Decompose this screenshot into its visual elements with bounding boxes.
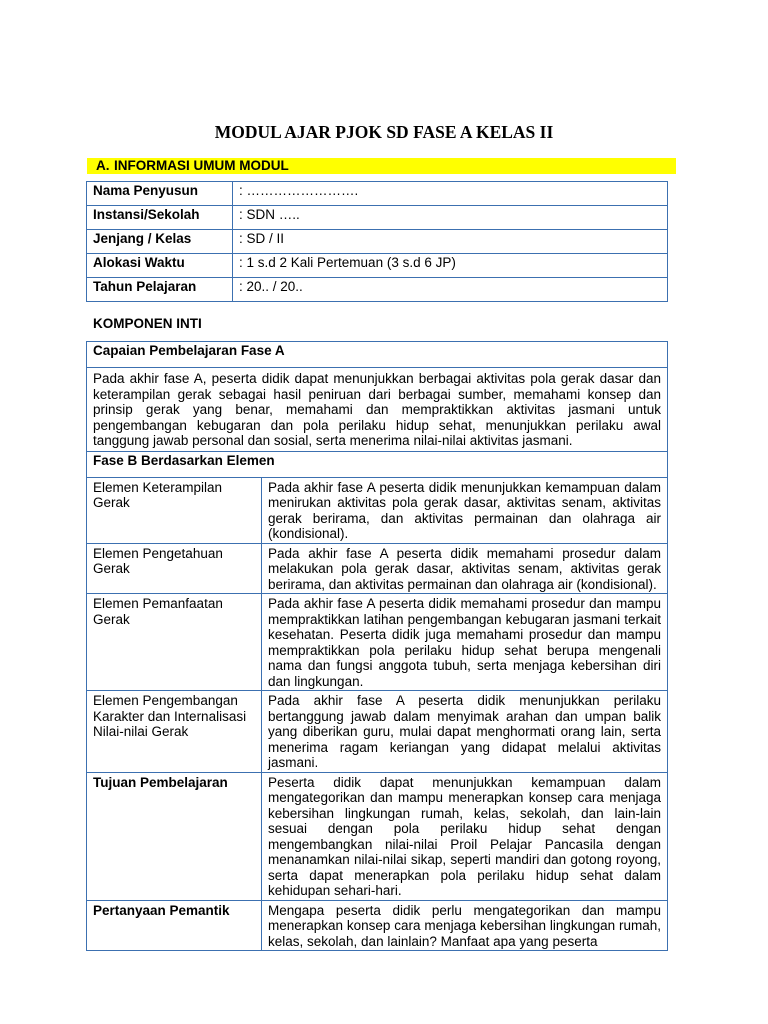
info-row <box>87 230 668 254</box>
info-table <box>86 181 668 302</box>
elemen-row <box>87 477 668 543</box>
info-key: Instansi/Sekolah <box>87 206 233 230</box>
komponen-inti-heading: KOMPONEN INTI <box>93 316 202 331</box>
fase-b-heading-row <box>87 451 668 477</box>
elemen-row <box>87 594 668 691</box>
elemen-text: Pada akhir fase A peserta didik menunjukkan perilaku bertanggung jawab dalam menyimak arahan dan umpan balik yang diberikan guru, mulai dapat menghormati orang lain, serta menerima ragam keriangan yang didapat melalui aktivitas jasmani. <box>262 691 668 773</box>
pemantik-label: Pertanyaan Pemantik <box>87 900 262 951</box>
pemantik-row <box>87 900 668 951</box>
info-key: Nama Penyusun <box>87 182 233 206</box>
elemen-text: Pada akhir fase A peserta didik memahami prosedur dan mampu mempraktikkan latihan pengembangan kebugaran jasmani terkait kesehatan. Peserta didik juga memahami prosedur dan mampu mempraktikkan pola perilaku hidup sehat berupa mengenali nama dan fungsi anggota tubuh, serta menjaga kebersihan diri dan lingkungan. <box>262 594 668 691</box>
info-key: Jenjang / Kelas <box>87 230 233 254</box>
elemen-label: Elemen Pengembangan Karakter dan Internalisasi Nilai-nilai Gerak <box>87 691 262 773</box>
capaian-text: Pada akhir fase A, peserta didik dapat menunjukkan berbagai aktivitas pola gerak dasar dan keterampilan gerak sebagai hasil peniruan dari berbagai sumber, memahami konsep dan prinsip gerak yang benar, memahami dan mempraktikkan aktivitas jasmani untuk pengembangan kebugaran dan pola perilaku hidup sehat, menunjukkan perilaku awal tanggung jawab personal dan sosial, serta menerima nilai-nilai aktivitas jasmani. <box>87 368 668 452</box>
info-key: Alokasi Waktu <box>87 254 233 278</box>
info-row <box>87 182 668 206</box>
tujuan-row <box>87 772 668 900</box>
elemen-label: Elemen Keterampilan Gerak <box>87 477 262 543</box>
pemantik-text: Mengapa peserta didik perlu mengategorikan dan mampu menerapkan konsep cara menjaga kebersihan lingkungan rumah, kelas, sekolah, dan lainlain? Manfaat apa yang peserta <box>262 900 668 951</box>
section-a-heading <box>87 158 676 174</box>
elemen-row <box>87 691 668 773</box>
info-value: : ……………………. <box>233 182 668 206</box>
elemen-row <box>87 543 668 594</box>
capaian-heading: Capaian Pembelajaran Fase A <box>87 342 668 368</box>
info-key: Tahun Pelajaran <box>87 278 233 302</box>
komponen-inti-table <box>86 341 668 951</box>
tujuan-text: Peserta didik dapat menunjukkan kemampuan dalam mengategorikan dan mampu menerapkan konsep cara menjaga kebersihan lingkungan rumah, kelas, sekolah, dan lain-lain sesuai dengan pola perilaku hidup sehat dengan mengembangkan nilai-nilai Proil Pelajar Pancasila dengan menanamkan nilai-nilai sikap, seperti mandiri dan gotong royong, serta dapat menerapkan pola perilaku hidup sehat dalam kehidupan sehari-hari. <box>262 772 668 900</box>
elemen-text: Pada akhir fase A peserta didik memahami prosedur dalam melakukan pola gerak dasar, aktivitas senam, aktivitas gerak berirama, dan aktivitas permainan dan olahraga air (kondisional). <box>262 543 668 594</box>
info-value: : SDN ….. <box>233 206 668 230</box>
capaian-heading-row <box>87 342 668 368</box>
fase-b-heading: Fase B Berdasarkan Elemen <box>87 451 668 477</box>
info-value: : 20.. / 20.. <box>233 278 668 302</box>
info-value: : 1 s.d 2 Kali Pertemuan (3 s.d 6 JP) <box>233 254 668 278</box>
elemen-label: Elemen Pengetahuan Gerak <box>87 543 262 594</box>
capaian-text-row <box>87 368 668 452</box>
document-title: MODUL AJAR PJOK SD FASE A KELAS II <box>214 122 554 142</box>
info-value: : SD / II <box>233 230 668 254</box>
tujuan-label: Tujuan Pembelajaran <box>87 772 262 900</box>
info-row <box>87 278 668 302</box>
section-label: INFORMASI UMUM MODUL <box>114 158 289 173</box>
info-row <box>87 206 668 230</box>
info-row <box>87 254 668 278</box>
elemen-label: Elemen Pemanfaatan Gerak <box>87 594 262 691</box>
section-number: A. <box>96 158 110 173</box>
elemen-text: Pada akhir fase A peserta didik menunjukkan kemampuan dalam menirukan aktivitas pola gerak dasar, aktivitas senam, aktivitas gerak berirama, dan aktivitas permainan dan olahraga air (kondisional). <box>262 477 668 543</box>
